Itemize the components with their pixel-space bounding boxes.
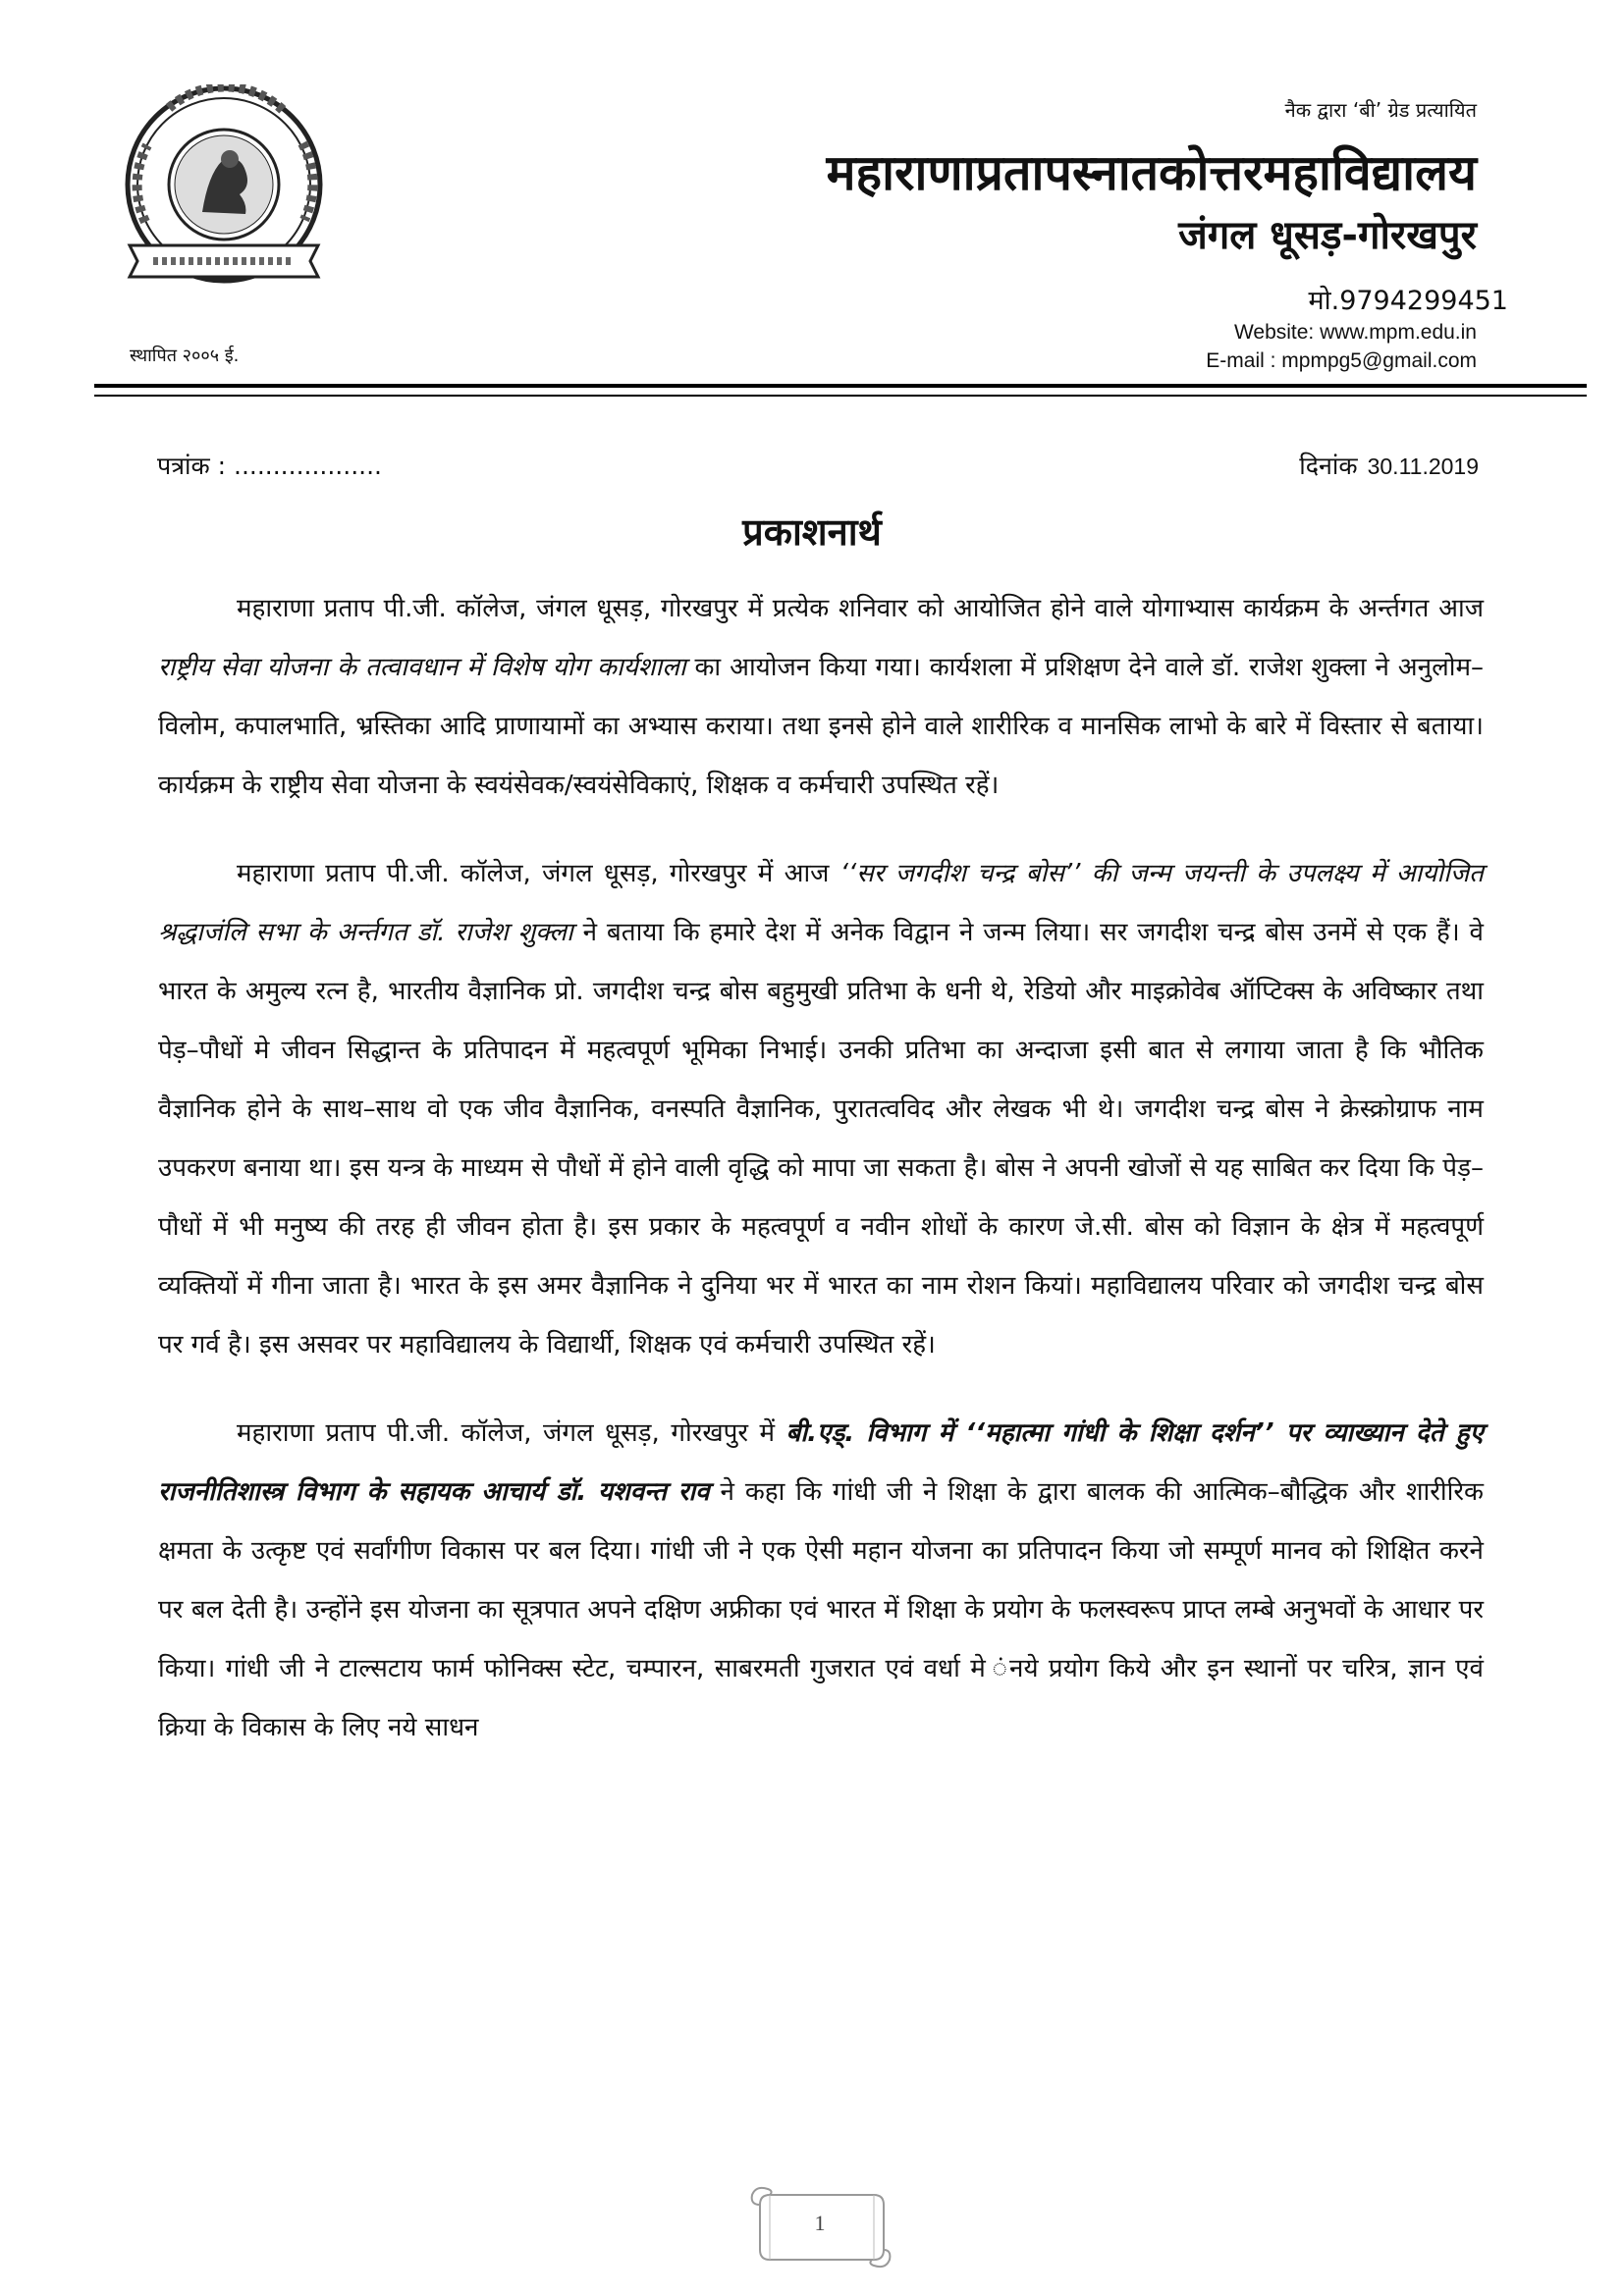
header-divider-thin [94, 395, 1587, 397]
header-divider-thick [94, 384, 1587, 388]
page-number: 1 [814, 2211, 826, 2235]
email-link[interactable]: E-mail : mpmpg5@gmail.com [1206, 349, 1477, 372]
paragraph-text: महाराणा प्रताप पी.जी. कॉलेज, जंगल धूसड़, गोरखपुर में प्रत्येक शनिवार को आयोजित होने वाले योगाभ्यास कार्यक्रम के अर्न्तगत आज [237, 594, 1484, 623]
paragraph-text: ने बताया कि हमारे देश में अनेक विद्वान ने जन्म लिया। सर जगदीश चन्द्र बोस उनमें से एक हैं। वे भारत के अमुल्य रत्न है, भारतीय वैज्ञानिक प्रो. जगदीश चन्द्र बोस बहुमुखी प्रतिभा के धनी थे, रेडियो और माइक्रोवेब ऑप्टिक्स के अविष्कार तथा पेड़–पौधों मे जीवन सिद्धान्त के प्रतिपादन में महत्वपूर्ण भूमिका निभाई। उनकी प्रतिभा का अन्दाजा इसी बात से लगाया जाता है कि भौतिक वैज्ञानिक होने के साथ–साथ वो एक जीव वैज्ञानिक, वनस्पति वैज्ञानिक, पुरातत्वविद और लेखक भी थे। जगदीश चन्द्र बोस ने क्रेस्क्रोग्राफ नाम उपकरण बनाया था। इस यन्त्र के माध्यम से पौधों में होने वाली वृद्धि को मापा जा सकता है। बोस ने अपनी खोजों से यह साबित कर दिया कि पेड़–पौधों में भी मनुष्य की तरह ही जीवन होता है। इस प्रकार के महत्वपूर्ण व नवीन शोधों के कारण जे.सी. बोस को विज्ञान के क्षेत्र में महत्वपूर्ण व्यक्तियों में गीना जाता है। भारत के इस अमर वैज्ञानिक ने दुनिया भर में भारत का नाम रोशन कियां। महाविद्यालय परिवार को जगदीश चन्द्र बोस पर गर्व है। इस असवर पर महाविद्यालय के विद्यार्थी, शिक्षक एवं कर्मचारी उपस्थित रहें। [158, 918, 1484, 1360]
letter-body [158, 579, 1484, 1787]
college-seal [124, 84, 324, 366]
page-number-badge [748, 2181, 892, 2271]
letter-date [1299, 449, 1479, 482]
established-year: स्थापित २००५ ई. [130, 346, 240, 366]
paragraph-text: महाराणा प्रताप पी.जी. कॉलेज, जंगल धूसड़, गोरखपुर में [237, 1418, 786, 1448]
college-location: जंगल धूसड़-गोरखपुर [1178, 213, 1477, 258]
paragraph-jc-bose [158, 844, 1484, 1374]
paragraph-gandhi-lecture [158, 1404, 1484, 1757]
seal-emblem-icon [124, 84, 324, 291]
paragraph-text: का आयोजन किया गया। कार्यशला में प्रशिक्षण देने वाले डॉ. राजेश शुक्ला ने अनुलोम–विलोम, कपालभाति, भ्रस्तिका आदि प्राणायामों का अभ्यास कराया। तथा इनसे होने वाले शारीरिक व मानसिक लाभो के बारे में विस्तार से बताया। कार्यक्रम के राष्ट्रीय सेवा योजना के स्वयंसेवक/स्वयंसेविकाएं, शिक्षक व कर्मचारी उपस्थित रहें। [158, 653, 1484, 800]
date-value: 30.11.2019 [1367, 454, 1479, 479]
accreditation-note: नैक द्वारा ‘बी’ ग्रेड प्रत्यायित [1284, 98, 1477, 122]
paragraph-emphasis: ‘‘सर जगदीश चन्द्र बोस’’ की जन्म जयन्ती के उपलक्ष्य में आयोजित श्रद्धाजंलि सभा के अर्न्तगत डॉ. राजेश शुक्ला [158, 859, 1484, 947]
date-label: दिनांक [1299, 452, 1358, 480]
reference-number: पत्रांक : ................... [157, 452, 382, 480]
document-title: प्रकाशनार्थ [742, 510, 882, 554]
website-link[interactable]: Website: www.mpm.edu.in [1233, 321, 1477, 344]
mobile-number: मो.9794299451 [1308, 286, 1508, 316]
paragraph-text: ने कहा कि गांधी जी ने शिक्षा के द्वारा बालक की आत्मिक–बौद्धिक और शारीरिक क्षमता के उत्कृष्ट एवं सर्वांगीण विकास पर बल दिया। गांधी जी ने एक ऐसी महान योजना का प्रतिपादन किया जो सम्पूर्ण मानव को शिक्षित करने पर बल देती है। उन्होंने इस योजना का सूत्रपात अपने दक्षिण अफ्रीका एवं भारत में शिक्षा के प्रयोग के फलस्वरूप प्राप्त लम्बे अनुभवों के आधार पर किया। गांधी जी ने टाल्सटाय फार्म फोनिक्स स्टेट, चम्पारन, साबरमती गुजरात एवं वर्धा मे ंनये प्रयोग किये और इन स्थानों पर चरित्र, ज्ञान एवं क्रिया के विकास के लिए नये साधन [158, 1477, 1484, 1742]
paragraph-emphasis: बी.एड्. विभाग में ‘‘महात्मा गांधी के शिक्षा दर्शन’’ पर व्याख्यान देते हुए राजनीतिशास्त्र विभाग के सहायक आचार्य डॉ. यशवन्त राव [158, 1418, 1484, 1507]
paragraph-yoga-workshop [158, 579, 1484, 815]
paragraph-text: महाराणा प्रताप पी.जी. कॉलेज, जंगल धूसड़, गोरखपुर में आज [237, 859, 840, 888]
paragraph-emphasis: राष्ट्रीय सेवा योजना के तत्वावधान में विशेष योग कार्यशाला [158, 653, 686, 682]
college-name: महाराणाप्रतापस्नातकोत्तरमहाविद्यालय [826, 144, 1477, 201]
